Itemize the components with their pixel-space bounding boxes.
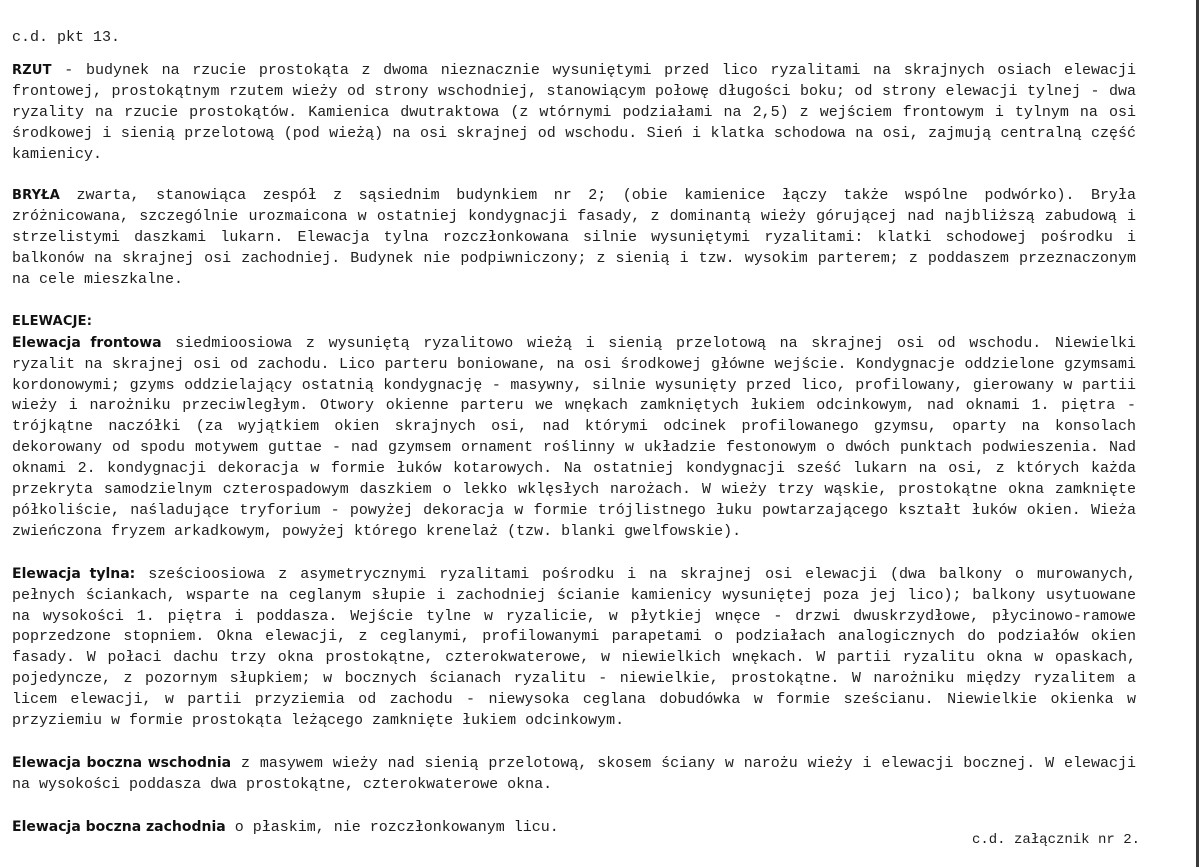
section-text-elewacja-wschodnia: z masywem wieży nad sienią przelotową, skosem ściany w narożu wieży i elewacji bocznej. W elewacji na wysokości poddasza dwa prostokątne, czterokwaterowe okna. (12, 754, 1136, 793)
section-text-rzut: - budynek na rzucie prostokąta z dwoma nieznacznie wysuniętymi przed lico ryzalitami na skrajnych osiach elewacji frontowej, prostokątnym rzutem wieży od strony wschodniej, stanowiącym połowę długości boku; od strony elewacji tylnej - dwa ryzality na rzucie prostokątów. Kamienica dwutraktowa (z wtórnymi podziałami na 2,5) z wejściem frontowym i tylnym na osi środkowej i sienią przelotową (pod wieżą) na osi skrajnej od wschodu. Sień i klatka schodowa na osi, zajmują centralną część kamienicy. (12, 62, 1136, 163)
section-elewacja-frontowa (12, 333, 1136, 543)
section-heading-elewacja-tylna: Elewacja tylna: (12, 565, 136, 582)
page-reference-footer: c.d. załącznik nr 2. (971, 832, 1140, 848)
page-reference-header: c.d. pkt 13. (12, 29, 121, 46)
section-heading-rzut: RZUT (12, 63, 52, 78)
section-heading-elewacje: ELEWACJE: (12, 313, 93, 329)
section-heading-bryla: BRYŁA (12, 188, 61, 204)
document-body (12, 61, 1136, 838)
section-elewacja-tylna (12, 564, 1136, 732)
section-heading-elewacja-zachodnia: Elewacja boczna zachodnia (12, 818, 226, 835)
section-text-elewacja-frontowa: siedmioosiowa z wysuniętą ryzalitowo wieżą i sienią przelotową na skrajnej osi od wschodu. Niewielki ryzalit na skrajnej osi od zachodu. Lico parteru boniowane, na osi środkowej główne wejście. Kondygnacje oddzielone gzymsami kordonowymi; gzyms oddzielający ostatnią kondygnację - masywny, silnie wysunięty przed lico, profilowany, gierowany w partii wieży i narożniku przeciwległym. Otwory okienne parteru we wnękach zamkniętych łukiem odcinkowym, nad oknami 1. piętra - trójkątne naczółki (za wyjątkiem okien skrajnych osi, nad którymi odcinek profilowanego gzymsu, oparty na konsolach dekorowany od spodu motywem guttae - nad gzymsem ornament roślinny w układzie festonowym o dwóch punktach podwieszenia. Nad oknami 2. kondygnacji dekoracja w formie łuków kotarowych. Na ostatniej kondygnacji sześć lukarn na osi, z których każda przekryta samodzielnym czterospadowym daszkiem o lekko wklęsłych narożach. W wieży trzy wąskie, prostokątne okna zamknięte półkoliście, naśladujące tryforium - powyżej dekoracja w formie trójlistnego łuku powtarzającego kształt łuków okien. Wieża zwieńczona fryzem arkadkowym, powyżej którego krenelaż (tzw. blanki gwelfowskie). (12, 334, 1136, 540)
section-text-elewacja-tylna: sześcioosiowa z asymetrycznymi ryzalitami pośrodku i na skrajnej osi elewacji (dwa balkony o murowanych, pełnych ściankach, wsparte na ceglanym słupie i zachodniej ścianie kamienicy wysuniętej poza jej lico); balkony usytuowane na wysokości 1. piętra i poddasza. Wejście tylne w ryzalicie, w płytkiej wnęce - drzwi dwuskrzydłowe, płycinowo-ramowe poprzedzone stopniem. Okna elewacji, z ceglanymi, profilowanymi parapetami o podziałach analogicznych do podziałów okien fasady. W połaci dachu trzy okna prostokątne, czterokwaterowe, w niewielkich wnękach. W partii ryzalitu okna w opaskach, pojedyncze, z pozornym słupkiem; w bocznych ścianach ryzalitu - niewielkie, prostokątne. W narożniku między ryzalitem a licem elewacji, w partii przyziemia od zachodu - niewysoka ceglana dobudówka w formie sześcianu. Niewielkie okienka w przyziemiu w formie prostokąta leżącego zamknięte łukiem odcinkowym. (12, 565, 1136, 730)
section-rzut (12, 61, 1136, 166)
section-bryla (12, 186, 1136, 291)
section-heading-elewacja-wschodnia: Elewacja boczna wschodnia (12, 754, 232, 771)
section-text-elewacja-zachodnia: o płaskim, nie rozczłonkowanym licu. (225, 818, 559, 836)
section-heading-elewacja-frontowa: Elewacja frontowa (12, 334, 162, 351)
section-elewacja-wschodnia (12, 753, 1136, 796)
section-text-bryla: zwarta, stanowiąca zespół z sąsiednim budynkiem nr 2; (obie kamienice łączy także wspólne podwórko). Bryła zróżnicowana, szczególnie urozmaicona w ostatniej kondygnacji fasady, z dominantą wieży górującej nad najbliższą zabudową i strzelistymi daszkami lukarn. Elewacja tylna rozczłonkowana silnie wysuniętymi ryzalitami: klatki schodowej pośrodku i balkonów na skrajnej osi zachodniej. Budynek nie podpiwniczony; z sienią i tzw. wysokim parterem; z poddaszem przeznaczonym na cele mieszkalne. (12, 187, 1136, 289)
section-elewacja-zachodnia (12, 817, 1136, 839)
section-elewacje-title (12, 312, 1136, 333)
